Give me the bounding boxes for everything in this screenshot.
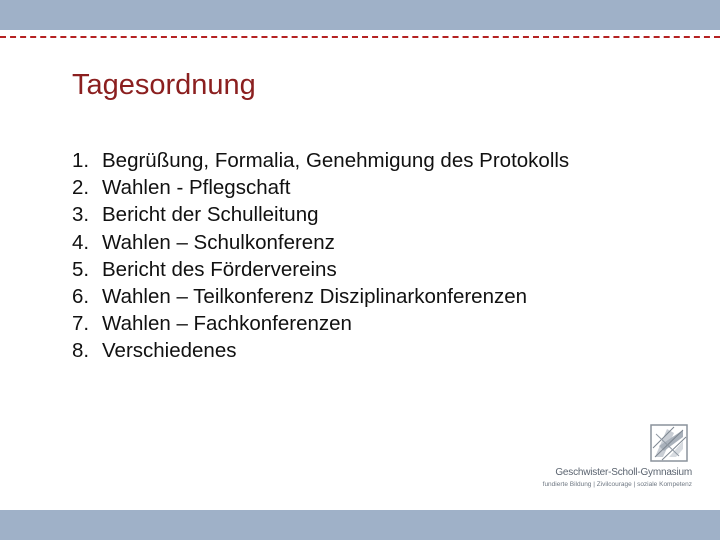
- agenda-item-number: 1.: [72, 149, 90, 172]
- school-emblem-icon: [650, 424, 688, 462]
- agenda-item-number: 8.: [72, 339, 90, 363]
- agenda-item: [72, 174, 572, 201]
- agenda-item-text: Wahlen – Teilkonferenz Disziplinarkonferenzen: [102, 285, 528, 309]
- agenda-item-text: Wahlen – Schulkonferenz: [102, 230, 335, 254]
- agenda-item: [72, 337, 572, 364]
- school-name: Geschwister-Scholl-Gymnasium: [555, 467, 692, 478]
- agenda-item-text: Bericht der Schulleitung: [102, 203, 319, 227]
- agenda-item-number: 5.: [72, 257, 90, 281]
- school-tagline: fundierte Bildung | Zivilcourage | soziale Kompetenz: [542, 481, 692, 488]
- agenda-item: [72, 283, 572, 310]
- agenda-item: [72, 310, 572, 337]
- school-logo: [532, 424, 692, 492]
- agenda-item-number: 2.: [72, 176, 90, 200]
- agenda-item-text: Wahlen - Pflegschaft: [102, 176, 291, 200]
- top-divider: [0, 36, 720, 38]
- agenda-item: [72, 147, 572, 174]
- agenda-item-number: 7.: [72, 312, 90, 336]
- slide-title: Tagesordnung: [72, 69, 256, 101]
- bottom-band: [0, 510, 720, 540]
- agenda-item: [72, 256, 572, 283]
- agenda-list: [72, 147, 572, 365]
- agenda-item-text: Begrüßung, Formalia, Genehmigung des Protokolls: [102, 149, 570, 172]
- agenda-item-number: 3.: [72, 203, 90, 227]
- agenda-item: [72, 201, 572, 228]
- top-band: [0, 0, 720, 30]
- agenda-item-text: Verschiedenes: [102, 339, 237, 363]
- agenda-item: [72, 229, 572, 256]
- agenda-item-text: Bericht des Fördervereins: [102, 257, 337, 281]
- agenda-item-number: 6.: [72, 285, 90, 309]
- agenda-item-number: 4.: [72, 230, 90, 254]
- agenda-item-text: Wahlen – Fachkonferenzen: [102, 312, 352, 336]
